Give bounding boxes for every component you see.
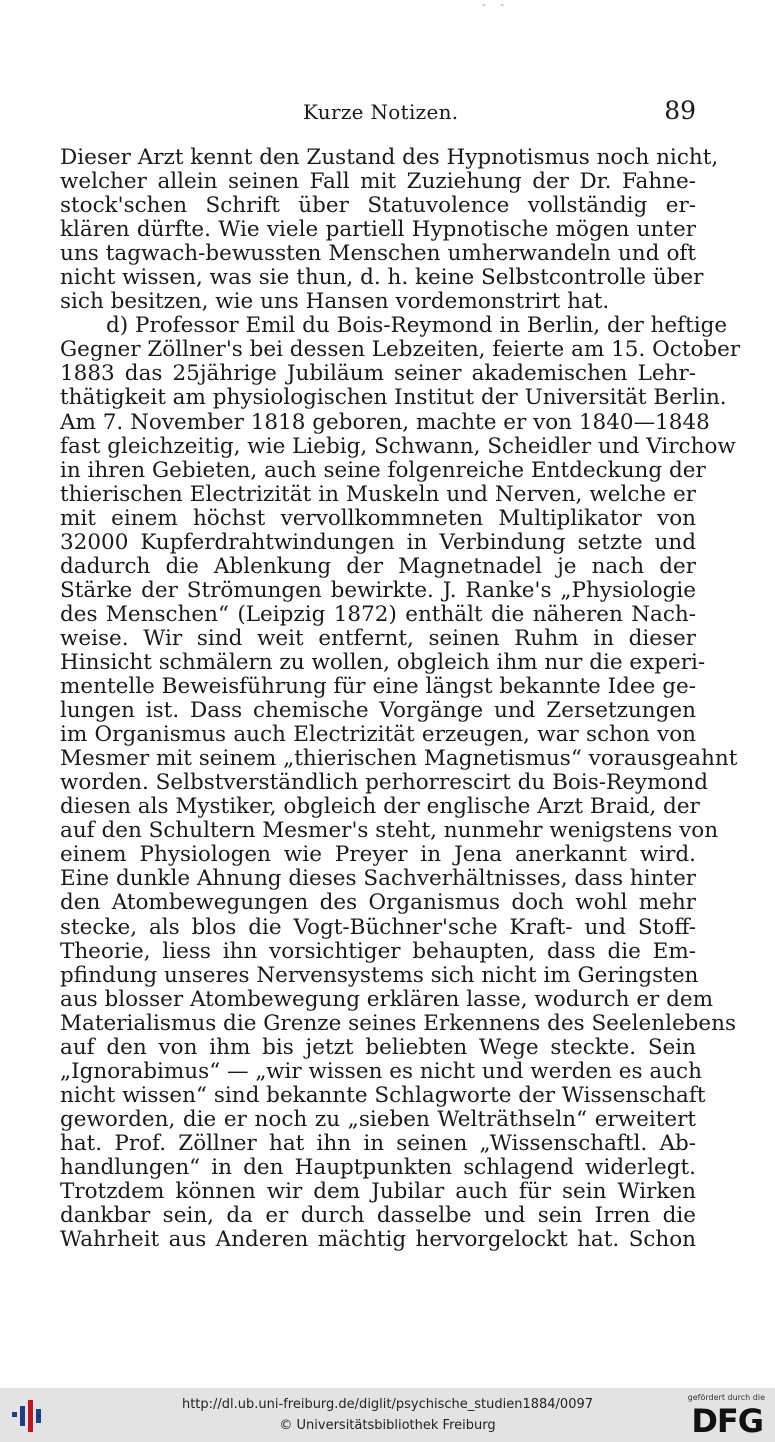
text-line: in ihren Gebieten, auch seine folgenreiche Entdeckung der	[60, 457, 706, 483]
text-line: Stärke der Strömungen bewirkte. J. Ranke's „Physiologie	[60, 577, 696, 603]
copyright-notice: © Universitätsbibliothek Freiburg	[279, 1418, 496, 1433]
text-line: 32000 Kupferdrahtwindungen in Verbindung setzte und	[60, 529, 696, 555]
body-text	[60, 145, 741, 1253]
text-line: des Menschen“ (Leipzig 1872) enthält die näheren Nach-	[60, 601, 696, 627]
dfg-logo-icon: DFG	[691, 1402, 763, 1440]
text-line: weise. Wir sind weit entfernt, seinen Ruhm in dieser	[60, 625, 696, 651]
text-line: auf den von ihm bis jetzt beliebten Wege steckte. Sein	[60, 1034, 696, 1060]
text-line: stecke, als blos die Vogt-Büchner'sche Kraft- und Stoff-	[60, 914, 696, 940]
dfg-caption: gefördert durch die	[687, 1393, 765, 1402]
text-line: Trotzdem können wir dem Jubilar auch für sein Wirken	[60, 1179, 696, 1205]
text-line: hat. Prof. Zöllner hat ihn in seinen „Wissenschaftl. Ab-	[60, 1130, 696, 1156]
text-line: worden. Selbstverständlich perhorrescirt du Bois-Reymond	[60, 770, 709, 796]
text-line: auf den Schultern Mesmer's steht, nunmehr wenigstens von	[60, 818, 719, 844]
running-title: Kurze Notizen.	[303, 100, 459, 124]
source-url-link[interactable]: http://dl.ub.uni-freiburg.de/diglit/psychische_studien1884/0097	[181, 1397, 594, 1412]
text-line: handlungen“ in den Hauptpunkten schlagend widerlegt.	[60, 1154, 696, 1180]
page-header	[60, 96, 696, 128]
text-line: thierischen Electrizität in Muskeln und Nerven, welche er	[60, 481, 696, 507]
text-line: Theorie, liess ihn vorsichtiger behaupten, dass die Em-	[60, 938, 696, 964]
text-line: aus blosser Atombewegung erklären lasse, wodurch er dem	[60, 986, 714, 1012]
text-line: lungen ist. Dass chemische Vorgänge und Zersetzungen	[60, 698, 696, 724]
text-line: mit einem höchst vervollkommneten Multiplikator von	[60, 505, 696, 531]
top-edge-mark: - -	[482, 0, 510, 11]
text-line: 1883 das 25jährige Jubiläum seiner akademischen Lehr-	[60, 361, 696, 387]
text-line: stock'schen Schrift über Statuvolence vollständig er-	[60, 193, 696, 219]
text-line: Wahrheit aus Anderen mächtig hervorgelockt hat. Schon	[60, 1227, 696, 1253]
text-line: mentelle Beweisführung für eine längst bekannte Idee ge-	[60, 674, 696, 700]
text-line: nicht wissen“ sind bekannte Schlagworte der Wissenschaft	[60, 1082, 706, 1108]
text-line: den Atombewegungen des Organismus doch wohl mehr	[60, 890, 696, 916]
text-line: thätigkeit am physiologischen Institut der Universität Berlin.	[60, 385, 727, 411]
text-line: Am 7. November 1818 geboren, machte er von 1840—1848	[60, 409, 710, 435]
text-line: klären dürfte. Wie viele partiell Hypnotische mögen unter	[60, 217, 696, 243]
text-line: Dieser Arzt kennt den Zustand des Hypnotismus noch nicht,	[60, 145, 719, 170]
text-line: „Ignorabimus“ — „wir wissen es nicht und werden es auch	[60, 1058, 702, 1084]
text-line: d) Professor Emil du Bois-Reymond in Berlin, der heftige	[106, 313, 728, 339]
text-line: dadurch die Ablenkung der Magnetnadel je nach der	[60, 553, 696, 579]
text-line: welcher allein seinen Fall mit Zuziehung der Dr. Fahne-	[60, 169, 696, 195]
text-line: dankbar sein, da er durch dasselbe und sein Irren die	[60, 1203, 696, 1229]
footer-bar	[0, 1388, 775, 1442]
text-line: Materialismus die Grenze seines Erkennens des Seelenlebens	[60, 1010, 737, 1036]
text-line: Gegner Zöllner's bei dessen Lebzeiten, feierte am 15. October	[60, 337, 741, 363]
text-line: sich besitzen, wie uns Hansen vordemonstrirt hat.	[60, 289, 610, 315]
text-line: geworden, die er noch zu „sieben Welträthseln“ erweitert	[60, 1106, 696, 1132]
text-line: Mesmer mit seinem „thierischen Magnetismus“ vorausgeahnt	[60, 746, 738, 772]
text-line: einem Physiologen wie Preyer in Jena anerkannt wird.	[60, 842, 696, 868]
text-line: nicht wissen, was sie thun, d. h. keine Selbstcontrolle über	[60, 265, 704, 291]
text-line: fast gleichzeitig, wie Liebig, Schwann, Scheidler und Virchow	[60, 433, 736, 459]
text-line: Eine dunkle Ahnung dieses Sachverhältnisses, dass hinter	[60, 866, 697, 892]
text-line: diesen als Mystiker, obgleich der englische Arzt Braid, der	[60, 794, 700, 820]
page-number: 89	[664, 96, 696, 125]
text-line: Hinsicht schmälern zu wollen, obgleich ihm nur die experi-	[60, 649, 706, 675]
text-line: uns tagwach-bewussten Menschen umherwandeln und oft	[60, 241, 696, 267]
text-line: im Organismus auch Electrizität erzeugen, war schon von	[60, 722, 696, 748]
text-line: pfindung unseres Nervensystems sich nicht im Geringsten	[60, 962, 699, 988]
